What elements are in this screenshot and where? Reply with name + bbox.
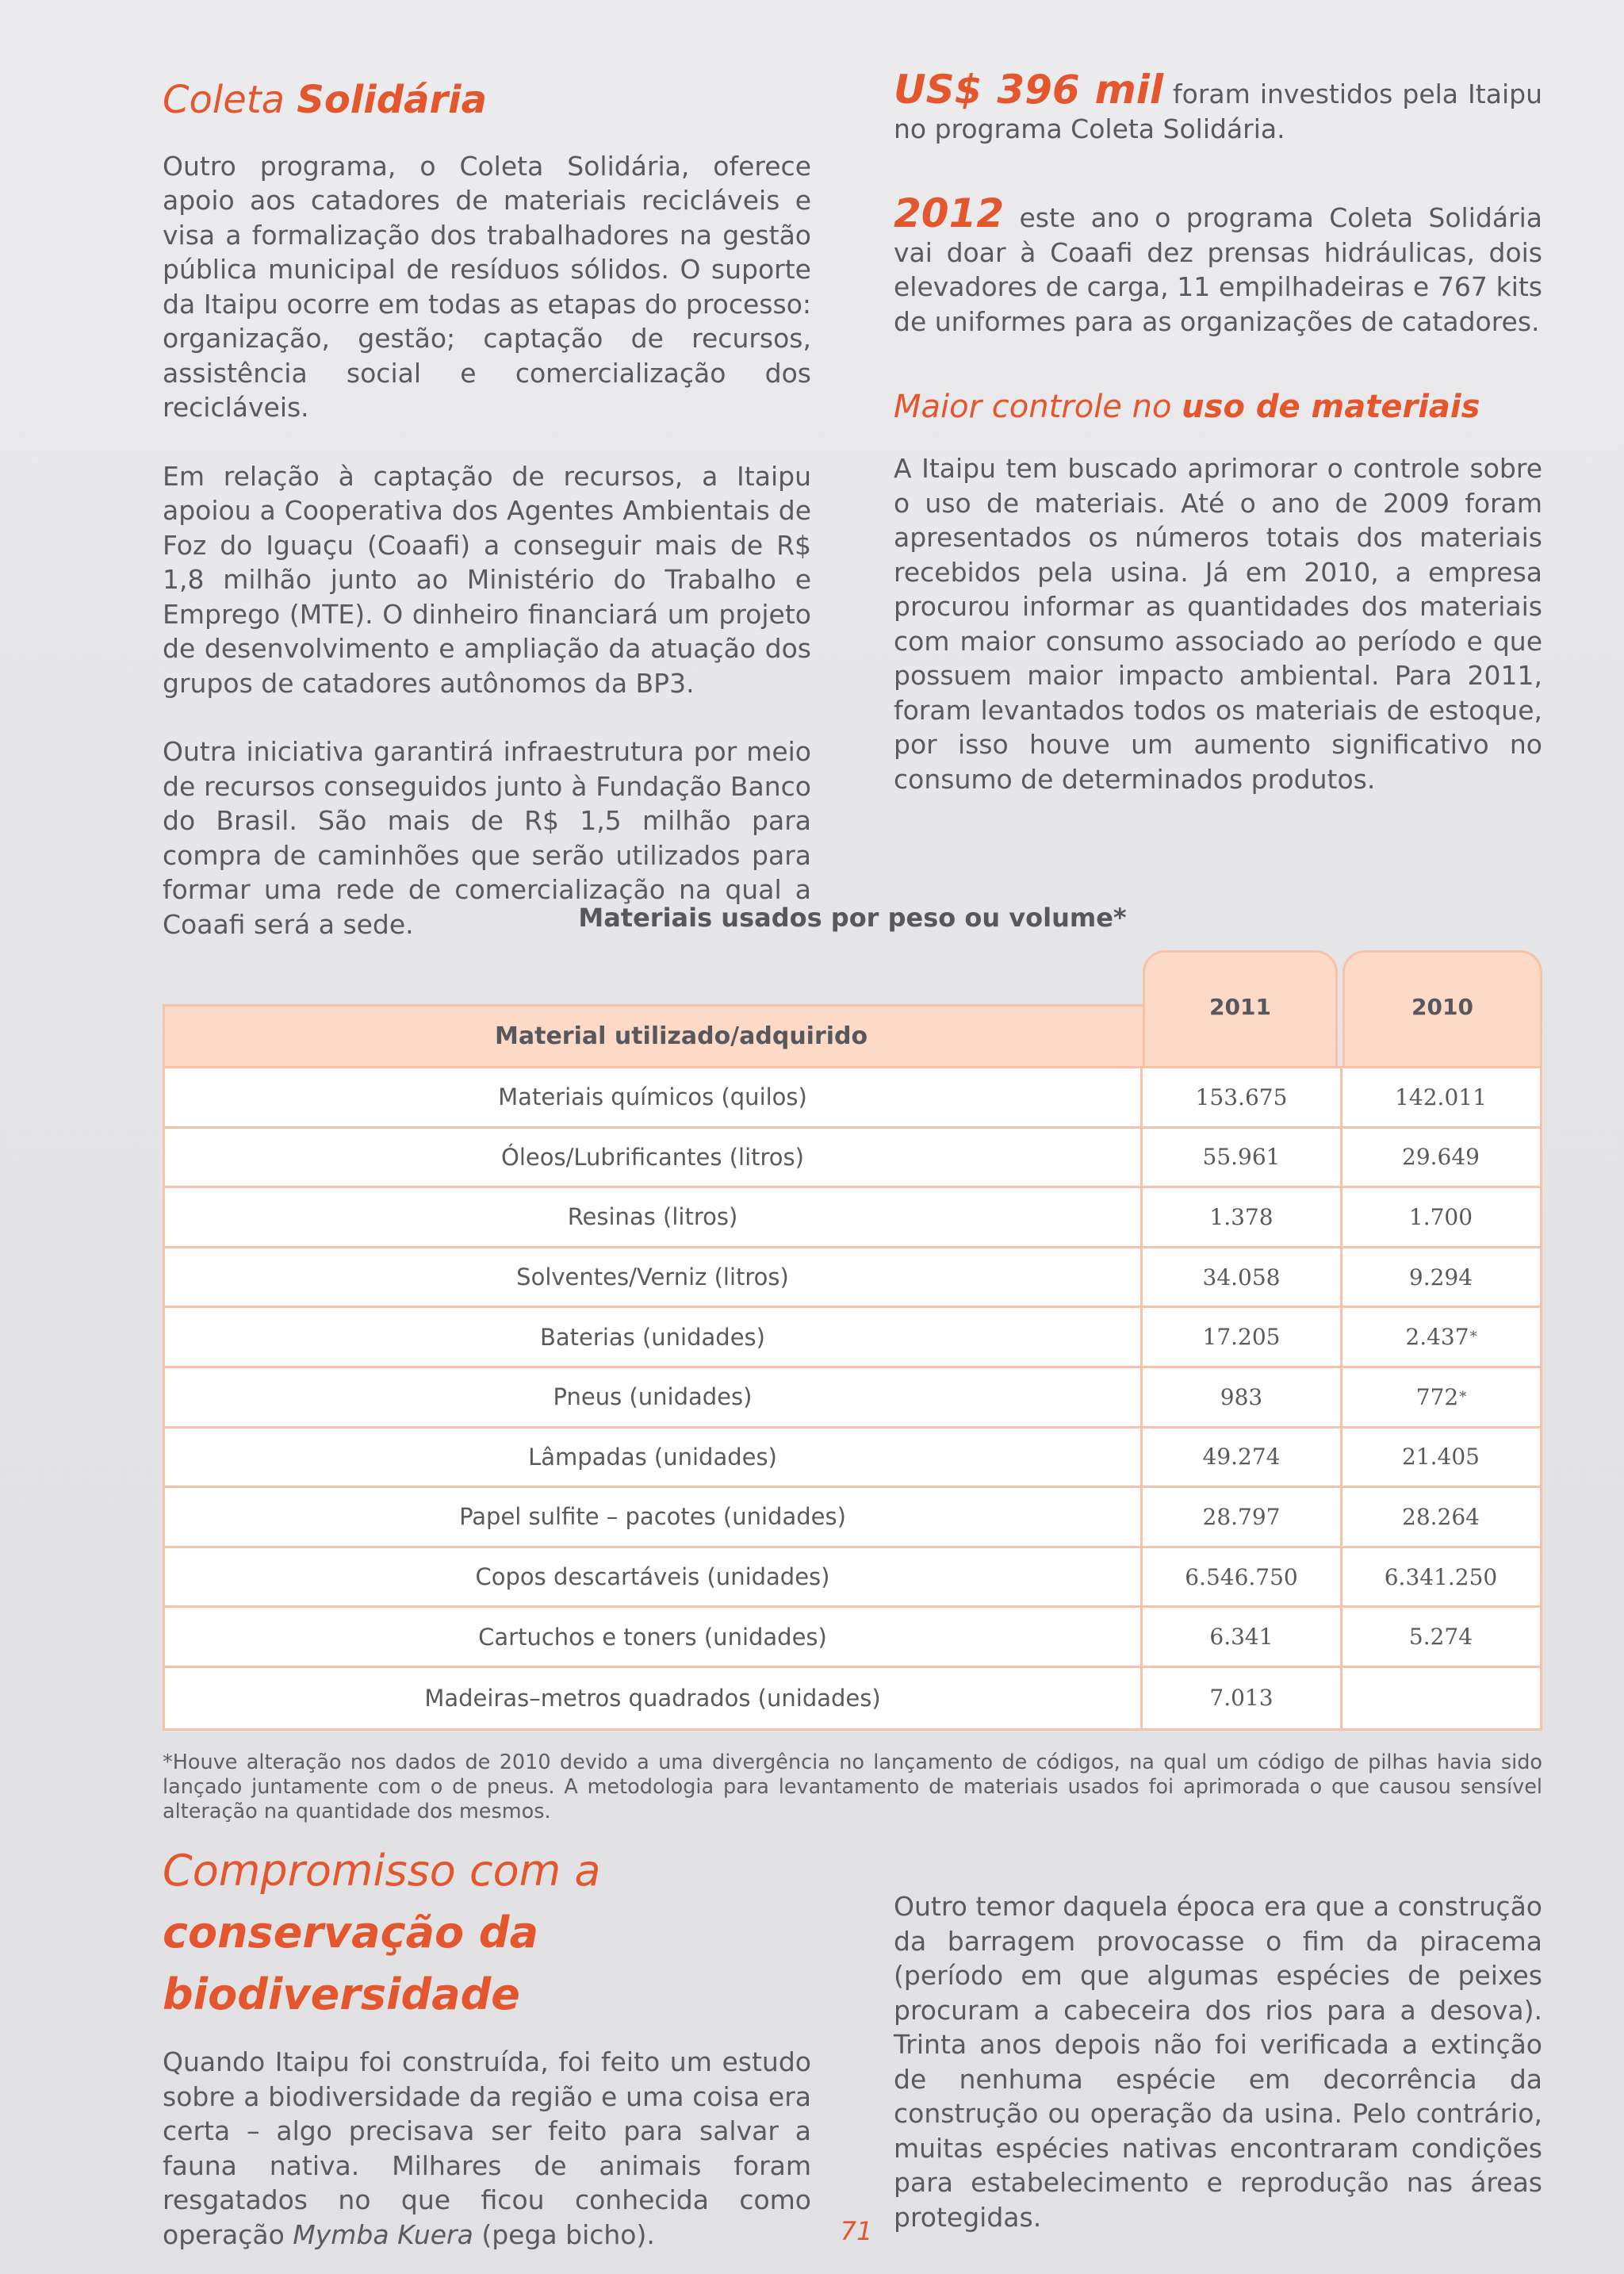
coleta-solidaria-title: Coleta Solidária [163,78,487,122]
highlight-investment: US$ 396 mil foram investidos pela Itaipu no programa Coleta Solidária. [894,67,1542,144]
table-row [165,1248,1540,1309]
table-row [165,1188,1540,1248]
page-number: 71 [840,2216,873,2246]
table-row [165,1668,1540,1728]
value-2011-cell: 1.378 [1143,1188,1342,1246]
table-title: Materiais usados por peso ou volume* [578,903,1127,933]
value-2011-cell: 55.961 [1143,1129,1342,1187]
value-2011-cell: 7.013 [1143,1668,1342,1728]
value-2010-cell: 1.700 [1408,1203,1473,1230]
material-cell: Óleos/Lubrificantes (litros) [165,1129,1143,1187]
value-2010-cell: 2.437 * [1405,1324,1477,1351]
highlight-investment-number: US$ 396 mil [894,67,1164,113]
value-2010-cell: 21.405 [1402,1444,1480,1471]
material-cell: Materiais químicos (quilos) [165,1068,1143,1126]
material-cell: Copos descartáveis (unidades) [165,1548,1143,1606]
highlight-2012-number: 2012 [894,190,1005,236]
value-2011-cell: 34.058 [1143,1248,1342,1306]
piracema-section [894,1889,1542,2234]
table-body [163,1066,1542,1731]
material-cell: Solventes/Verniz (litros) [165,1248,1143,1306]
value-2011-cell: 6.546.750 [1143,1548,1342,1606]
value-2011-cell: 49.274 [1143,1428,1342,1486]
highlights-section [894,67,1542,796]
coleta-paragraph-1: Outro programa, o Coleta Solidária, oferece apoio aos catadores de materiais recicláveis e visa a formalização dos trabalhadores na gestão pública municipal de resíduos sólidos. O suporte da Itaipu ocorre em todas as etapas do processo: organização, gestão; captação de recursos, assistência social e comercialização dos recicláveis. [163,150,811,424]
table-footnote: *Houve alteração nos dados de 2010 devido a uma divergência no lançamento de códigos, na qual um código de pilhas havia sido lançado juntamente com o de pneus. A metodologia para levantamento de materiais usados foi aprimorada o que causou sensível alteração na quantidade dos mesmos. [163,1751,1542,1823]
table-row [165,1129,1540,1189]
material-cell: Cartuchos e toners (unidades) [165,1608,1143,1666]
coleta-solidaria-section [163,78,811,941]
material-cell: Pneus (unidades) [165,1368,1143,1426]
coleta-paragraph-2: Em relação à captação de recursos, a Itaipu apoiou a Cooperativa dos Agentes Ambientais de Foz do Iguaçu (Coaafi) a conseguir mais de R$ 1,8 milhão junto ao Ministério do Trabalho e Emprego (MTE). O dinheiro financiará um projeto de desenvolvimento e ampliação da atuação dos grupos de catadores autônomos da BP3. [163,460,811,699]
biodiversidade-section [163,1840,811,2252]
table-row [165,1308,1540,1368]
material-cell: Madeiras–metros quadrados (unidades) [165,1668,1143,1728]
column-header-2010: 2010 [1342,950,1542,1066]
table-row [165,1068,1540,1129]
value-2011-cell: 153.675 [1143,1068,1342,1126]
biodiversidade-title: Compromisso com a conservação da biodiversidade [163,1846,601,2019]
material-cell: Lâmpadas (unidades) [165,1428,1143,1486]
maior-controle-title: Maior controle no uso de materiais [894,389,1480,425]
value-2010-cell: 772 * [1415,1383,1467,1410]
biodiversidade-paragraph-1: Quando Itaipu foi construída, foi feito um estudo sobre a biodiversidade da região e uma coisa era certa – algo precisava ser feito para salvar a fauna nativa. Milhares de animais foram resgatados no que ficou conhecida como operação Mymba Kuera (pega bicho). [163,2046,811,2250]
maior-controle-paragraph: A Itaipu tem buscado aprimorar o controle sobre o uso de materiais. Até o ano de 2009 foram apresentados os números totais dos materiais recebidos pela usina. Já em 2010, a empresa procurou informar as quantidades dos materiais com maior consumo associado ao período e que possuem maior impacto ambiental. Para 2011, foram levantados todos os materiais de estoque, por isso houve um aumento significativo no consumo de determinados produtos. [894,453,1542,795]
value-2010-cell: 5.274 [1408,1624,1473,1651]
table-row [165,1428,1540,1489]
value-2011-cell: 983 [1143,1368,1342,1426]
value-2011-cell: 17.205 [1143,1308,1342,1366]
table-row [165,1608,1540,1668]
value-2011-cell: 28.797 [1143,1488,1342,1546]
value-2010-cell: 142.011 [1395,1083,1487,1110]
material-cell: Papel sulfite – pacotes (unidades) [165,1488,1143,1546]
material-cell: Resinas (litros) [165,1188,1143,1246]
value-2010-cell: 28.264 [1402,1503,1480,1530]
table-row [165,1488,1540,1548]
value-2010-cell: 29.649 [1402,1144,1480,1171]
value-2011-cell: 6.341 [1143,1608,1342,1666]
table-row [165,1368,1540,1428]
column-header-2011: 2011 [1143,950,1338,1066]
coleta-paragraph-3: Outra iniciativa garantirá infraestrutura por meio de recursos conseguidos junto à Fundação Banco do Brasil. São mais de R$ 1,5 milhão para compra de caminhões que serão utilizados para formar uma rede de comercialização na qual a Coaafi será a sede. [163,736,811,940]
value-2010-cell [1342,1668,1540,1728]
biodiversidade-paragraph-2: Outro temor daquela época era que a construção da barragem provocasse o fim da piracema (período em que algumas espécies de peixes procuram a cabeceira dos rios para a desova). Trinta anos depois não foi verificada a extinção de nenhuma espécie em decorrência da construção ou operação da usina. Pelo contrário, muitas espécies nativas encontraram condições para estabelecimento e reprodução nas áreas protegidas. [894,1891,1542,2233]
value-2010-cell: 9.294 [1408,1264,1473,1290]
column-header-material: Material utilizado/adquirido [163,1004,1143,1066]
material-cell: Baterias (unidades) [165,1308,1143,1366]
value-2010-cell: 6.341.250 [1384,1563,1498,1590]
highlight-2012: 2012 este ano o programa Coleta Solidária vai doar à Coaafi dez prensas hidráulicas, dois elevadores de carga, 11 empilhadeiras e 767 kits de uniformes para as organizações de catadores. [894,190,1542,337]
table-row [165,1548,1540,1609]
